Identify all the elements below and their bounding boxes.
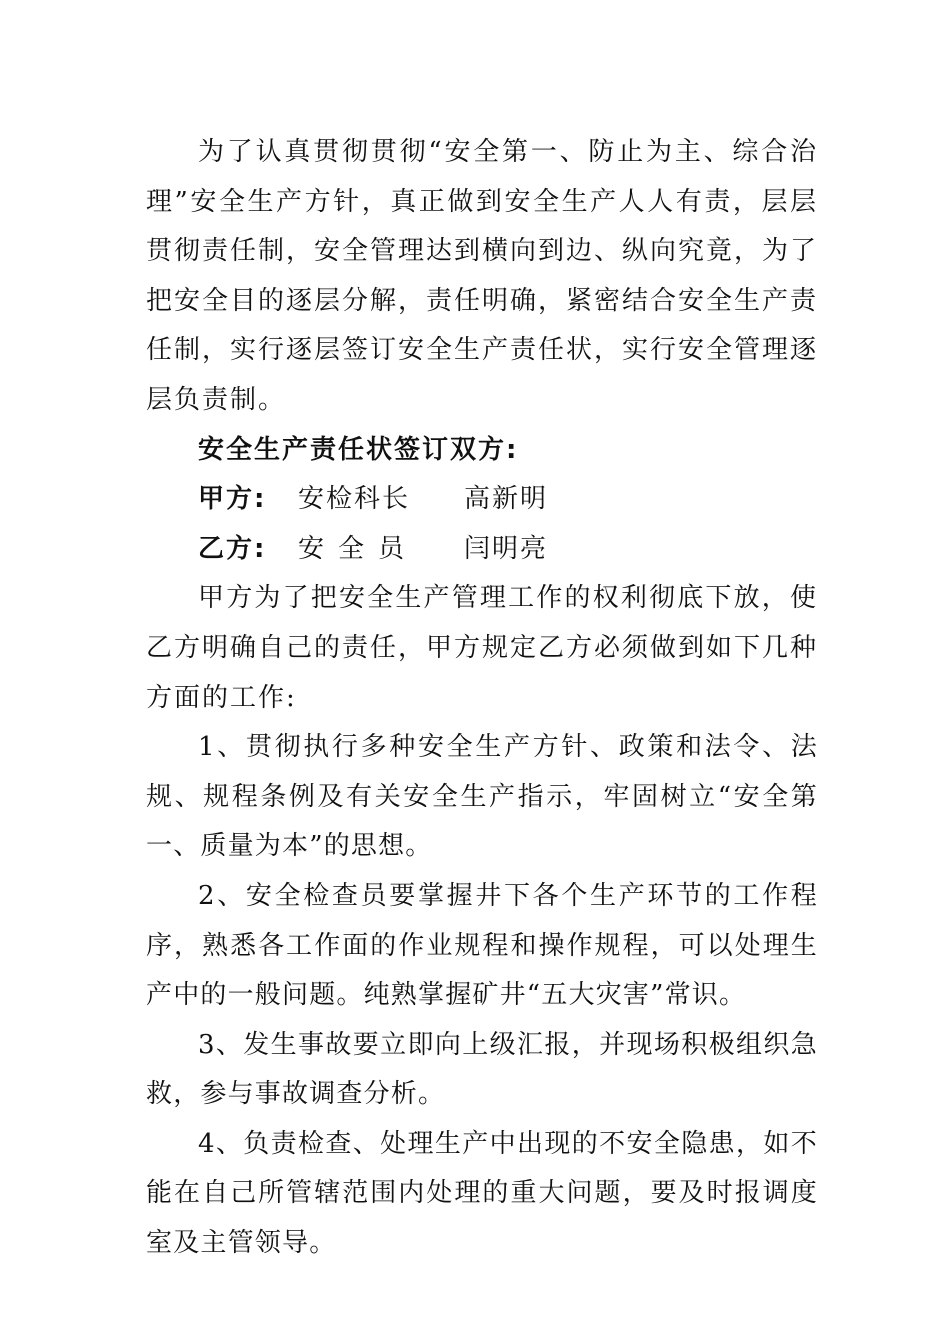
party-b-role: 安全员 bbox=[298, 533, 419, 564]
list-item-4: 4、负责检查、处理生产中出现的不安全隐患，如不能在自己所管辖范围内处理的重大问题，要及时报调度室及主管领导。 bbox=[146, 1128, 818, 1259]
party-a-row bbox=[146, 475, 818, 525]
list-item-1: 1、贯彻执行多种安全生产方针、政策和法令、法规、规程条例及有关安全生产指示，牢固树立“安全第一、质量为本”的思想。 bbox=[146, 732, 818, 862]
list-item-3: 3、发生事故要立即向上级汇报，并现场积极组织急救，参与事故调查分析。 bbox=[146, 1029, 818, 1110]
party-a-role: 安检科长 bbox=[298, 484, 411, 515]
document-page bbox=[146, 128, 818, 1269]
party-b-row bbox=[146, 525, 818, 575]
party-b-label: 乙方: bbox=[198, 533, 267, 564]
requirement-intro-paragraph: 甲方为了把安全生产管理工作的权利彻底下放，使乙方明确自己的责任，甲方规定乙方必须做到如下几种方面的工作: bbox=[146, 583, 819, 713]
party-a-label: 甲方: bbox=[198, 484, 267, 515]
party-b-name: 闫明亮 bbox=[464, 533, 549, 564]
list-item-2: 2、安全检查员要掌握井下各个生产环节的工作程序，熟悉各工作面的作业规程和操作规程，可以处理生产中的一般问题。纯熟掌握矿井“五大灾害”常识。 bbox=[146, 880, 818, 1011]
party-a-name: 高新明 bbox=[464, 484, 549, 515]
intro-paragraph: 为了认真贯彻贯彻“安全第一、防止为主、综合治理”安全生产方针，真正做到安全生产人人有责，层层贯彻责任制，安全管理达到横向到边、纵向究竟，为了把安全目的逐层分解，责任明确，紧密结合安全生产责任制，实行逐层签订安全生产责任状，实行安全管理逐层负责制。 bbox=[146, 137, 819, 415]
parties-heading: 安全生产责任状签订双方: bbox=[198, 434, 519, 465]
